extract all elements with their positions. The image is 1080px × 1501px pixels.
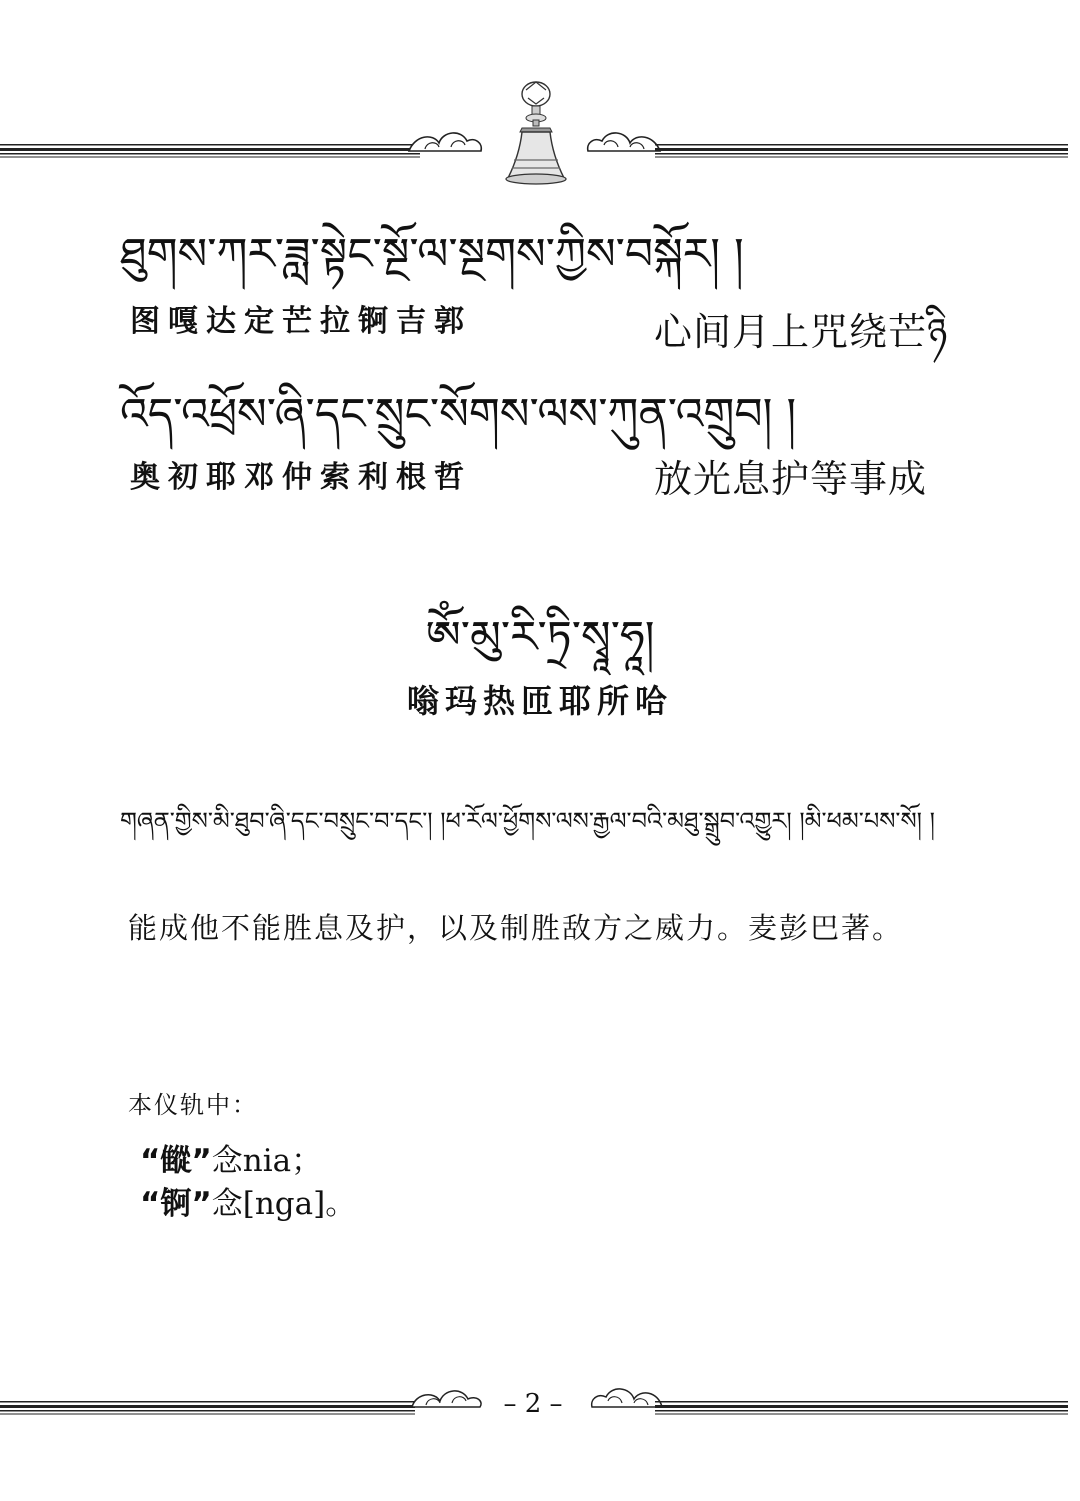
note-item: [140, 1178, 356, 1223]
mantra-chinese: 嗡玛热匝耶所哈: [406, 682, 673, 720]
note-item: [140, 1135, 322, 1180]
mantra-tibetan: ཨོཾ་མུ་རི་ཏྲི་སྭཱ་ཧཱ།: [425, 612, 655, 663]
note-reading: 念nia；: [211, 1143, 323, 1179]
note-reading: 念[nga]。: [211, 1186, 357, 1222]
note-character: “锕”: [140, 1186, 212, 1222]
verse-2-transliteration: 奥初耶邓仲索利根哲: [130, 460, 472, 495]
cloud-ornament-icon: [408, 1383, 484, 1415]
colophon-chinese: 能成他不能胜息及护，以及制胜敌方之威力。麦彭巴著。: [128, 911, 904, 945]
footer-rule-right: [655, 1400, 1068, 1416]
footer-rule-left: [0, 1400, 415, 1416]
header-rule-left: [0, 143, 420, 159]
verse-2-chinese: 放光息护等事成: [654, 457, 928, 501]
verse-1-chinese: 心间月上咒绕芒ཉི: [654, 310, 949, 354]
note-character: “𩀨”: [140, 1143, 212, 1179]
colophon-tibetan: གཞན་གྱིས་མི་ཐུབ་ཞི་དང་བསྲུང་བ་དང་། །ཕ་རོལ་ཕྱོགས་ལས་རྒྱལ་བའི་མཐུ་སྒྲུབ་འགྱུར། །མི་ཕམ་པས་སོ། །: [120, 807, 935, 835]
verse-2-tibetan: འོད་འཕྲོས་ཞི་དང་སྲུང་སོགས་ལས་ཀུན་འགྲུབ། །: [120, 389, 797, 440]
verse-1-transliteration: 图嘎达定芒拉锕吉郭: [130, 304, 472, 339]
notes-heading: 本仪轨中：: [128, 1091, 258, 1119]
vajra-bell-icon: [500, 80, 572, 188]
cloud-ornament-icon: [588, 1383, 664, 1415]
page-number: – 2 –: [503, 1389, 563, 1419]
cloud-ornament-icon: [405, 125, 485, 159]
cloud-ornament-icon: [584, 125, 664, 159]
header-rule-right: [655, 143, 1068, 159]
verse-1-tibetan: ཐུགས་ཀར་ཟླ་སྟེང་སྔོ་ལ་སྔགས་ཀྱིས་བསྐོར། །: [120, 229, 744, 280]
